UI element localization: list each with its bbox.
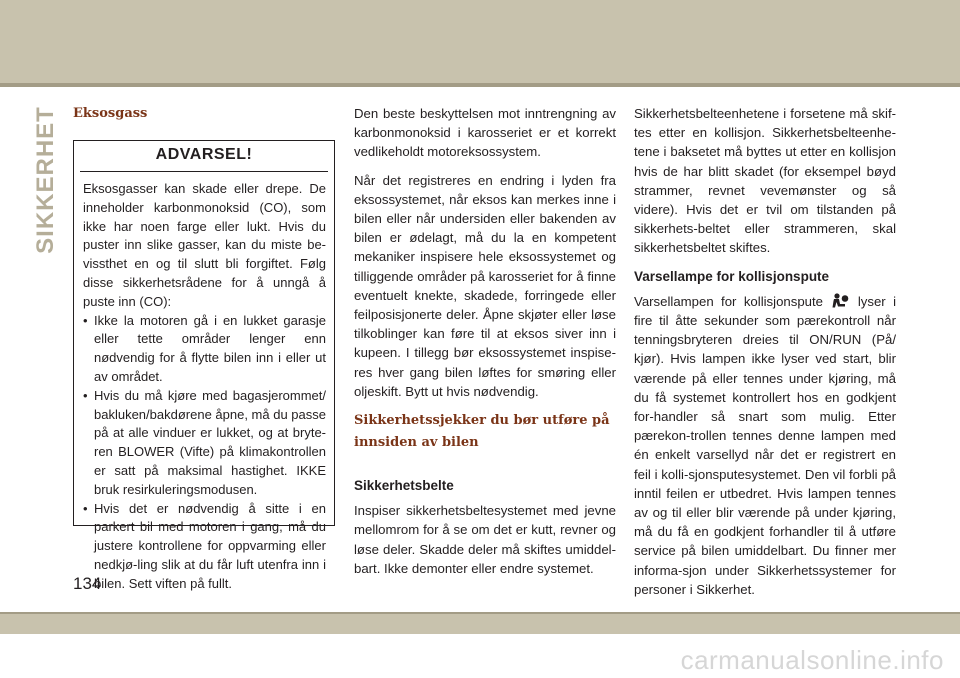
warning-list xyxy=(83,312,326,594)
airbag-warning-icon xyxy=(830,293,850,309)
right-column xyxy=(634,104,896,608)
paragraph: Inspiser sikkerhetsbeltesystemet med jevne mellomrom for å se om det er kutt, revner og løse deler. Skadde deler må skiftes umiddel-bart. Ikke demonter eller endre systemet. xyxy=(354,503,616,576)
section-heading-interior-checks: Sikkerhetssjekker du bør utføre på innsiden av bilen xyxy=(354,413,610,451)
subheading-airbag-warning-light: Varsellampe for kollisjonspute xyxy=(634,268,830,284)
header-rule xyxy=(0,83,960,87)
page-number: 134 xyxy=(73,574,102,593)
subheading-seatbelt: Sikkerhetsbelte xyxy=(354,478,454,494)
warning-bullet: • Hvis du må kjøre med bagasjerommet/ bakluken/bakdørene åpne, må du passe på at alle vinduer er lukket, og at bryte-ren BLOWER (Vifte) på klimakontrollen er satt på maksimal hastighet. IKKE bruk resirkuleringsmodusen. xyxy=(83,387,326,500)
warning-body xyxy=(74,172,334,594)
section-side-tab xyxy=(26,100,66,260)
header-band xyxy=(0,0,960,83)
section-side-tab-label: SIKKERHET xyxy=(32,106,59,254)
footer-band xyxy=(0,614,960,634)
watermark: carmanualsonline.info xyxy=(680,645,944,675)
left-column xyxy=(73,104,335,123)
section-heading-exhaust: Eksosgass xyxy=(73,106,148,121)
paragraph: Den beste beskyttelsen mot inntrengning av karbonmonoksid i karosseriet er et korrekt vedlikeholdt motoreksossystem. xyxy=(354,106,616,160)
paragraph: Når det registreres en endring i lyden fra eksossystemet, når eksos kan merkes inne i bilen eller når undersiden eller bakenden av bilen er ødelagt, må du la en kompetent mekaniker inspisere hele eksossystemet og tilliggende områder på karosseriet for å finne eventuelt knekte, skadede, forringede eller feilposisjonerte deler. Åpne skjøter eller løse tilkoblinger kan føre til at eksos siver inn i kupeen. I tillegg bør eksossystemet inspise-res hver gang bilen løftes for smøring eller oljeskift. Bytt ut hvis nødvendig. xyxy=(354,172,616,399)
warning-bullet: • Hvis det er nødvendig å sitte i en parkert bil med motoren i gang, må du justere kontrollene for oppvarming eller nedkjø-ling slik at du får luft utenfra inn i bilen. Sett viften på fullt. xyxy=(83,500,326,594)
paragraph: Sikkerhetsbelteenhetene i forsetene må skif-tes etter en kollisjon. Sikkerhetsbelteenhe-tene i baksetet må byttes ut etter en kollisjon hvis de har blitt skadet (for eksempel bøyd strammer, revnet vevemønster og så videre). Hvis det er tvil om tilstanden på sikkerhets-beltet eller strammeren, skal sikkerhetsbeltet skiftes. xyxy=(634,106,896,256)
middle-column xyxy=(354,104,616,587)
paragraph xyxy=(634,292,896,599)
paragraph-text: Varsellampen for kollisjonspute xyxy=(634,293,824,309)
warning-bullet: • Ikke la motoren gå i en lukket garasje eller tette områder lenger enn nødvendig for å flytte bilen inn i eller ut av området. xyxy=(83,312,326,387)
paragraph-text: lyser i fire til åtte sekunder som pærekontroll når tenningsbryteren dreies til ON/RUN (På/ kjør). Hvis lampen ikke lyser ved start, blir værende på eller tennes under kjøring, må du få systemet kontrollert hos en godkjent for-handler så snart som mulig. Etter pærekon-trollen tennes denne lampen med én enkelt varsellyd når det er registrert en feil i kolli-sjonsputesystemet. Den vil forbli på inntil feilen er utbedret. Hvis lampen tennes av og til eller blir værende på under kjøring, må du få en godkjent forhandler til å utføre service på bilen umiddelbart. Du finner mer informa-sjon under Sikkerhetssystemer for personer i Sikkerhet. xyxy=(634,293,896,597)
warning-title: ADVARSEL! xyxy=(155,146,253,163)
warning-intro: Eksosgasser kan skade eller drepe. De inneholder karbonmonoksid (CO), som ikke har noen farge eller lukt. Hvis du puster inn slike gasser, kan du miste be-vissthet en og til slutt bli forgiftet. Følg disse sikkerhetsrådene for å unngå å puste inn (CO): xyxy=(83,181,326,309)
